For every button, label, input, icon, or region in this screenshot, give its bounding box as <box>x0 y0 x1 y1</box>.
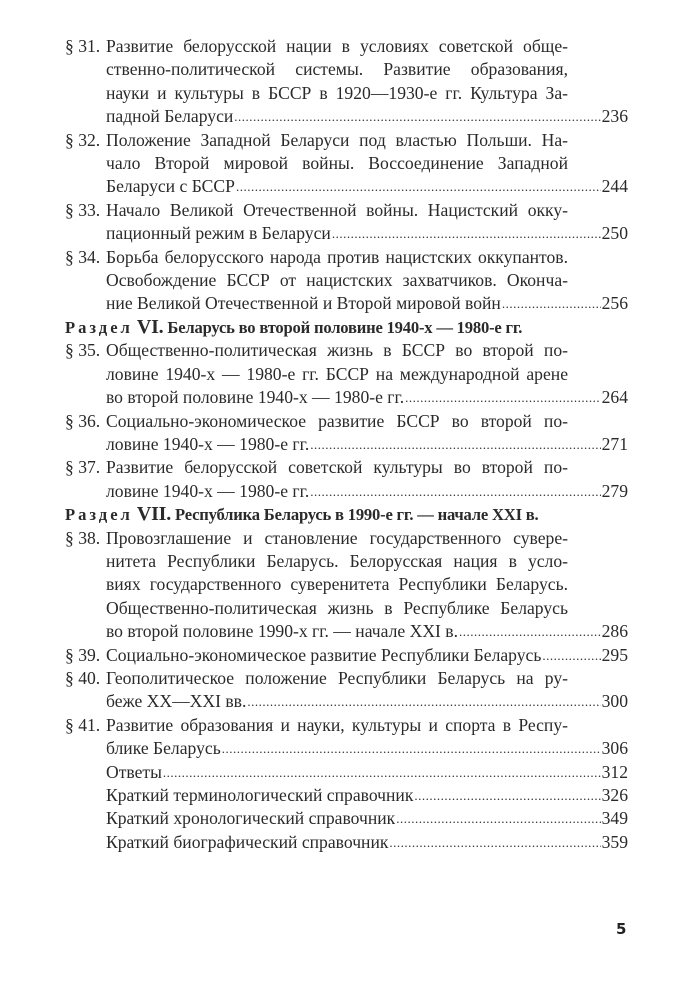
paragraph-number: § 33. <box>65 199 101 220</box>
page-ref[interactable]: 250 <box>601 223 628 244</box>
entry-last-line <box>106 105 628 128</box>
page-ref[interactable]: 286 <box>601 621 628 642</box>
entry-text <box>106 129 628 199</box>
page-ref[interactable]: 271 <box>601 433 628 454</box>
dot-leader <box>247 690 600 713</box>
dot-leader <box>310 433 600 456</box>
dot-leader <box>405 386 600 409</box>
entry-line: ственно-политической системы. Развитие образования, <box>106 59 568 80</box>
entry-line: Беларуси с БССР <box>106 176 235 197</box>
section-title: Беларусь во второй половине 1940-х — 1980-е гг. <box>167 317 523 337</box>
section-heading <box>65 503 628 526</box>
page-ref[interactable]: 359 <box>601 831 628 852</box>
paragraph-number: § 35. <box>65 340 101 361</box>
entry-last-line <box>106 433 628 456</box>
page-ref[interactable]: 264 <box>601 387 628 408</box>
entry-line: ловине 1940-х — 1980-е гг. <box>106 480 310 501</box>
section-word: Раздел <box>65 505 133 525</box>
entry-last-line <box>106 386 628 409</box>
dot-leader <box>234 105 600 128</box>
paragraph-number <box>65 831 106 854</box>
table-of-contents <box>65 35 628 854</box>
section-roman: VII. <box>136 503 172 526</box>
dot-leader <box>332 222 601 245</box>
toc-entry[interactable] <box>65 644 628 667</box>
toc-entry[interactable] <box>65 129 628 199</box>
paragraph-number: § 37. <box>65 457 101 478</box>
entry-text <box>106 714 628 761</box>
entry-text <box>106 339 628 409</box>
paragraph-number: § 40. <box>65 667 101 688</box>
entry-last-line <box>106 620 628 643</box>
entry-text <box>106 456 628 503</box>
entry-line: Борьба белорусского народа против нацистских оккупантов. <box>106 246 568 267</box>
section-title: Республика Беларусь в 1990-е гг. — начале XXI в. <box>175 505 539 525</box>
entry-text <box>106 784 628 807</box>
entry-last-line <box>106 831 628 854</box>
entry-last-line <box>106 292 628 315</box>
section-heading <box>65 316 628 339</box>
entry-line: Положение Западной Беларуси под властью Польши. На- <box>106 129 568 150</box>
entry-line: Краткий биографический справочник <box>106 831 389 852</box>
page-ref[interactable]: 244 <box>601 176 628 197</box>
entry-line: пационный режим в Беларуси <box>106 223 331 244</box>
toc-entry[interactable] <box>65 35 628 129</box>
toc-entry[interactable] <box>65 714 628 761</box>
page-ref[interactable]: 300 <box>601 691 628 712</box>
entry-last-line <box>106 222 628 245</box>
entry-line: Начало Великой Отечественной войны. Нацистский окку- <box>106 199 568 220</box>
entry-line: виях государственного суверенитета Республики Беларусь. <box>106 574 568 595</box>
entry-text <box>106 199 628 246</box>
toc-entry[interactable] <box>65 339 628 409</box>
entry-line: во второй половине 1940-х — 1980-е гг. <box>106 387 405 408</box>
toc-entry[interactable] <box>65 784 628 807</box>
page-ref[interactable]: 236 <box>601 106 628 127</box>
entry-text <box>106 35 628 129</box>
paragraph-number: § 39. <box>65 644 101 665</box>
page-ref[interactable]: 349 <box>601 808 628 829</box>
toc-entry[interactable] <box>65 199 628 246</box>
entry-line: ловине 1940-х — 1980-е гг. <box>106 433 310 454</box>
toc-entry[interactable] <box>65 456 628 503</box>
entry-line: блике Беларусь <box>106 738 221 759</box>
dot-leader <box>222 737 601 760</box>
entry-last-line <box>106 737 628 760</box>
entry-last-line <box>106 761 628 784</box>
entry-line: ние Великой Отечественной и Второй мировой войн <box>106 293 501 314</box>
entry-line: Краткий хронологический справочник <box>106 808 396 829</box>
entry-line: падной Беларуси <box>106 106 234 127</box>
page-ref[interactable]: 306 <box>601 738 628 759</box>
entry-line: Общественно-политическая жизнь в БССР во второй по- <box>106 340 568 361</box>
page-number: 5 <box>616 920 627 938</box>
page-ref[interactable]: 279 <box>601 480 628 501</box>
page-ref[interactable]: 312 <box>601 761 628 782</box>
entry-line: Геополитическое положение Республики Беларусь на ру- <box>106 667 568 688</box>
paragraph-number <box>65 807 106 830</box>
entry-text <box>106 410 628 457</box>
entry-line: во второй половине 1990-х гг. — начале XXI в. <box>106 621 458 642</box>
entry-line: Ответы <box>106 761 162 782</box>
entry-line: Развитие образования и науки, культуры и спорта в Респу- <box>106 714 568 735</box>
entry-line: Социально-экономическое развитие БССР во второй по- <box>106 410 568 431</box>
dot-leader <box>163 761 601 784</box>
entry-last-line <box>106 807 628 830</box>
paragraph-number: § 36. <box>65 410 101 431</box>
entry-line: беже XX—XXI вв. <box>106 691 247 712</box>
entry-line: Развитие белорусской советской культуры во второй по- <box>106 457 568 478</box>
dot-leader <box>236 175 601 198</box>
page-ref[interactable]: 326 <box>601 785 628 805</box>
entry-text <box>106 807 628 830</box>
entry-line: ловине 1940-х — 1980-е гг. БССР на международной арене <box>106 363 568 384</box>
entry-line: Общественно-политическая жизнь в Республике Беларусь <box>106 597 568 618</box>
paragraph-number: § 41. <box>65 714 101 735</box>
page-ref[interactable]: 256 <box>601 293 628 314</box>
entry-line: Освобождение БССР от нацистских захватчиков. Оконча- <box>106 270 568 291</box>
entry-last-line <box>106 644 628 667</box>
entry-line: Развитие белорусской нации в условиях советской обще- <box>106 36 568 56</box>
dot-leader <box>502 292 601 315</box>
page-ref[interactable]: 295 <box>601 644 628 665</box>
paragraph-number: § 31. <box>65 36 101 56</box>
toc-entry[interactable] <box>65 667 628 714</box>
entry-line: Краткий терминологический справочник <box>106 785 414 805</box>
toc-entry[interactable] <box>65 410 628 457</box>
paragraph-number: § 34. <box>65 246 101 267</box>
entry-last-line <box>106 690 628 713</box>
entry-text <box>106 527 628 644</box>
entry-text <box>106 667 628 714</box>
entry-line: нитета Республики Беларусь. Белорусская нация в усло- <box>106 550 568 571</box>
dot-leader <box>542 644 600 667</box>
entry-last-line <box>106 480 628 503</box>
section-word: Раздел <box>65 317 133 337</box>
toc-entry[interactable] <box>65 831 628 854</box>
entry-line: чало Второй мировой войны. Воссоединение Западной <box>106 153 568 174</box>
paragraph-number: § 32. <box>65 129 101 150</box>
entry-line: науки и культуры в БССР в 1920—1930-е гг. Культура За- <box>106 82 568 103</box>
toc-entry[interactable] <box>65 761 628 784</box>
section-roman: VI. <box>136 315 164 338</box>
toc-entry[interactable] <box>65 807 628 830</box>
dot-leader <box>310 480 600 503</box>
dot-leader <box>414 784 600 807</box>
entry-last-line <box>106 784 628 807</box>
dot-leader <box>396 807 600 830</box>
paragraph-number <box>65 761 106 784</box>
paragraph-number <box>65 784 106 807</box>
entry-text <box>106 246 628 316</box>
entry-text <box>106 644 628 667</box>
dot-leader <box>389 831 600 854</box>
entry-line: Провозглашение и становление государственного сувере- <box>106 527 568 548</box>
entry-line: Социально-экономическое развитие Республики Беларусь <box>106 644 542 665</box>
entry-text <box>106 831 628 854</box>
toc-entry[interactable] <box>65 246 628 316</box>
paragraph-number: § 38. <box>65 527 101 548</box>
dot-leader <box>459 620 601 643</box>
toc-entry[interactable] <box>65 527 628 644</box>
entry-text <box>106 761 628 784</box>
entry-last-line <box>106 175 628 198</box>
